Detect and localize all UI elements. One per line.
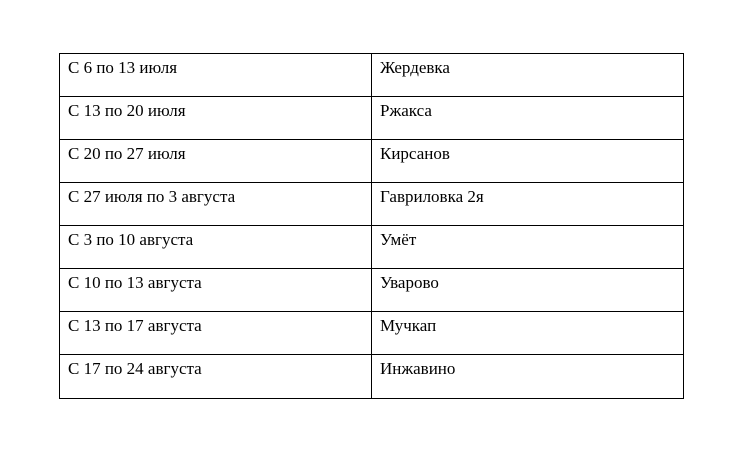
table-row [60,183,684,226]
schedule-table [59,53,684,399]
place-cell: Жердевка [372,54,684,97]
period-cell: С 13 по 17 августа [60,312,372,355]
place-cell: Инжавино [372,355,684,399]
period-cell: С 13 по 20 июля [60,97,372,140]
table-row [60,54,684,97]
place-cell: Ржакса [372,97,684,140]
period-cell: С 10 по 13 августа [60,269,372,312]
table-row [60,140,684,183]
table-row [60,355,684,399]
table-row [60,226,684,269]
place-cell: Мучкап [372,312,684,355]
period-cell: С 3 по 10 августа [60,226,372,269]
period-cell: С 20 по 27 июля [60,140,372,183]
place-cell: Гавриловка 2я [372,183,684,226]
table-row [60,312,684,355]
schedule-table-body [60,54,684,399]
period-cell: С 6 по 13 июля [60,54,372,97]
period-cell: С 27 июля по 3 августа [60,183,372,226]
period-cell: С 17 по 24 августа [60,355,372,399]
place-cell: Умёт [372,226,684,269]
place-cell: Уварово [372,269,684,312]
table-row [60,97,684,140]
place-cell: Кирсанов [372,140,684,183]
table-row [60,269,684,312]
